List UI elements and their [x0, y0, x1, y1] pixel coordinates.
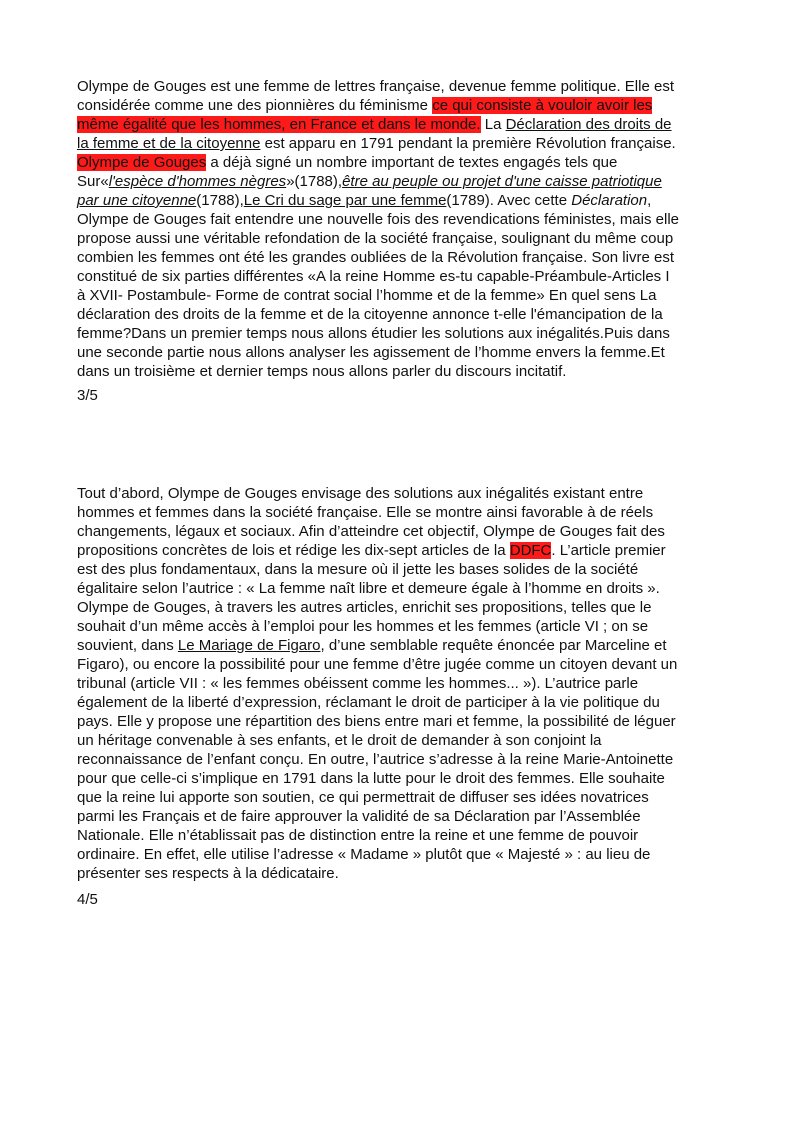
text-line: même égalité que les hommes, en France et dans le monde. La Déclaration des droits de: [77, 116, 672, 133]
text-line: constitué de six parties différentes «A la reine Homme es-tu capable-Préambule-Articles I: [77, 268, 670, 285]
text-line: Sur«l'espèce d'hommes nègres»(1788),être au peuple ou projet d'une caisse patriotique: [77, 173, 662, 190]
page-marker: 3/5: [77, 387, 98, 404]
text-line: propose aussi une véritable refondation de la société française, soulignant du même coup: [77, 230, 674, 247]
text-line: à XVII- Postambule- Forme de contrat social l’homme et de la femme» En quel sens La: [77, 287, 657, 304]
work-link[interactable]: Le Cri du sage par une femme: [243, 192, 447, 209]
text-line: Olympe de Gouges, à travers les autres articles, enrichit ses propositions, telles que le: [77, 599, 652, 616]
text-line: femme?Dans un premier temps nous allons étudier les solutions aux inégalités.Puis dans: [77, 325, 670, 342]
work-link[interactable]: par une citoyenne: [77, 192, 197, 209]
declaration-link[interactable]: la femme et de la citoyenne: [77, 135, 261, 152]
text-line: considérée comme une des pionnières du féminisme ce qui consiste à vouloir avoir les: [77, 97, 653, 114]
text-line: ordinaire. En effet, elle utilise l’adresse « Madame » plutôt que « Majesté » : au lieu de: [77, 846, 651, 863]
text-line: pour que celle-ci s’implique en 1791 dans la lutte pour le droit des femmes. Elle souhaite: [77, 770, 665, 787]
highlighted-text: DDFC: [509, 542, 552, 559]
intro-paragraph: [77, 77, 737, 381]
body-paragraph: [77, 484, 737, 883]
text-line: combien les femmes ont été les grandes oubliées de la Révolution française. Son livre est: [77, 249, 674, 266]
declaration-link[interactable]: Déclaration des droits de: [505, 116, 672, 133]
text-line: égalitaire selon l’autrice : « La femme naît libre et demeure égale à l’homme en droits ».: [77, 580, 660, 597]
text-line: hommes et femmes dans la société française. Elle se montre ainsi favorable à de réels: [77, 504, 654, 521]
text-line: parmi les Français et de faire approuver la validité de sa Déclaration par l’Assemblée: [77, 808, 641, 825]
text-line: tribunal (article VII : « les femmes obéissent comme les hommes... »). L’autrice parle: [77, 675, 639, 692]
text-line: un héritage convenable à ses enfants, et le droit de demander à son conjoint la: [77, 732, 602, 749]
text-line: reconnaissance de l’enfant conçu. En outre, l’autrice s’adresse à la reine Marie-Antoinette: [77, 751, 674, 768]
text-line: dans un troisième et dernier temps nous allons parler du discours incitatif.: [77, 363, 567, 380]
text-line: souhait d’un même accès à l’emploi pour les hommes et les femmes (article VI ; on se: [77, 618, 649, 635]
text-line: également de la liberté d’expression, réclamant le droit de participer à la vie politique du: [77, 694, 660, 711]
work-link[interactable]: l'espèce d'hommes nègres: [108, 173, 287, 190]
text-line: la femme et de la citoyenne est apparu en 1791 pendant la première Révolution française.: [77, 135, 676, 152]
text-line: propositions concrètes de lois et rédige les dix-sept articles de la DDFC. L’article premier: [77, 542, 666, 559]
work-link[interactable]: être au peuple ou projet d'une caisse patriotique: [342, 173, 662, 190]
text-line: Olympe de Gouges est une femme de lettres française, devenue femme politique. Elle est: [77, 78, 674, 95]
text-line: souvient, dans Le Mariage de Figaro, d’une semblable requête énoncée par Marceline et: [77, 637, 667, 654]
text-line: Olympe de Gouges fait entendre une nouvelle fois des revendications féministes, mais elle: [77, 211, 679, 228]
text-line: changements, légaux et sociaux. Afin d’atteindre cet objectif, Olympe de Gouges fait des: [77, 523, 665, 540]
page-marker: 4/5: [77, 891, 98, 908]
highlighted-text: ce qui consiste à vouloir avoir les: [432, 97, 653, 114]
text-line: Nationale. Elle n’établissait pas de distinction entre la reine et une femme de pouvoir: [77, 827, 639, 844]
highlighted-text: même égalité que les hommes, en France et dans le monde.: [77, 116, 481, 133]
text-line: présenter ses respects à la dédicataire.: [77, 865, 339, 882]
work-link[interactable]: Le Mariage de Figaro: [177, 637, 321, 654]
text-line: Figaro), ou encore la possibilité pour une femme d’être jugée comme un citoyen devant un: [77, 656, 678, 673]
highlighted-text: Olympe de Gouges: [77, 154, 207, 171]
text-line: que la reine lui apporte son soutien, ce qui permettrait de diffuser ses idées novatrices: [77, 789, 649, 806]
text-line: pays. Elle y propose une répartition des biens entre mari et femme, la possibilité de léguer: [77, 713, 676, 730]
text-line: est des plus fondamentaux, dans la mesure où il jette les bases solides de la société: [77, 561, 639, 578]
text-line: déclaration des droits de la femme et de la citoyenne annonce t-elle l'émancipation de la: [77, 306, 663, 323]
text-line: par une citoyenne(1788),Le Cri du sage par une femme(1789). Avec cette Déclaration,: [77, 192, 652, 209]
text-line: une seconde partie nous allons analyser les agissement de l’homme envers la femme.Et: [77, 344, 665, 361]
text-line: Olympe de Gouges a déjà signé un nombre important de textes engagés tels que: [77, 154, 618, 171]
text-line: Tout d’abord, Olympe de Gouges envisage des solutions aux inégalités existant entre: [77, 485, 644, 502]
